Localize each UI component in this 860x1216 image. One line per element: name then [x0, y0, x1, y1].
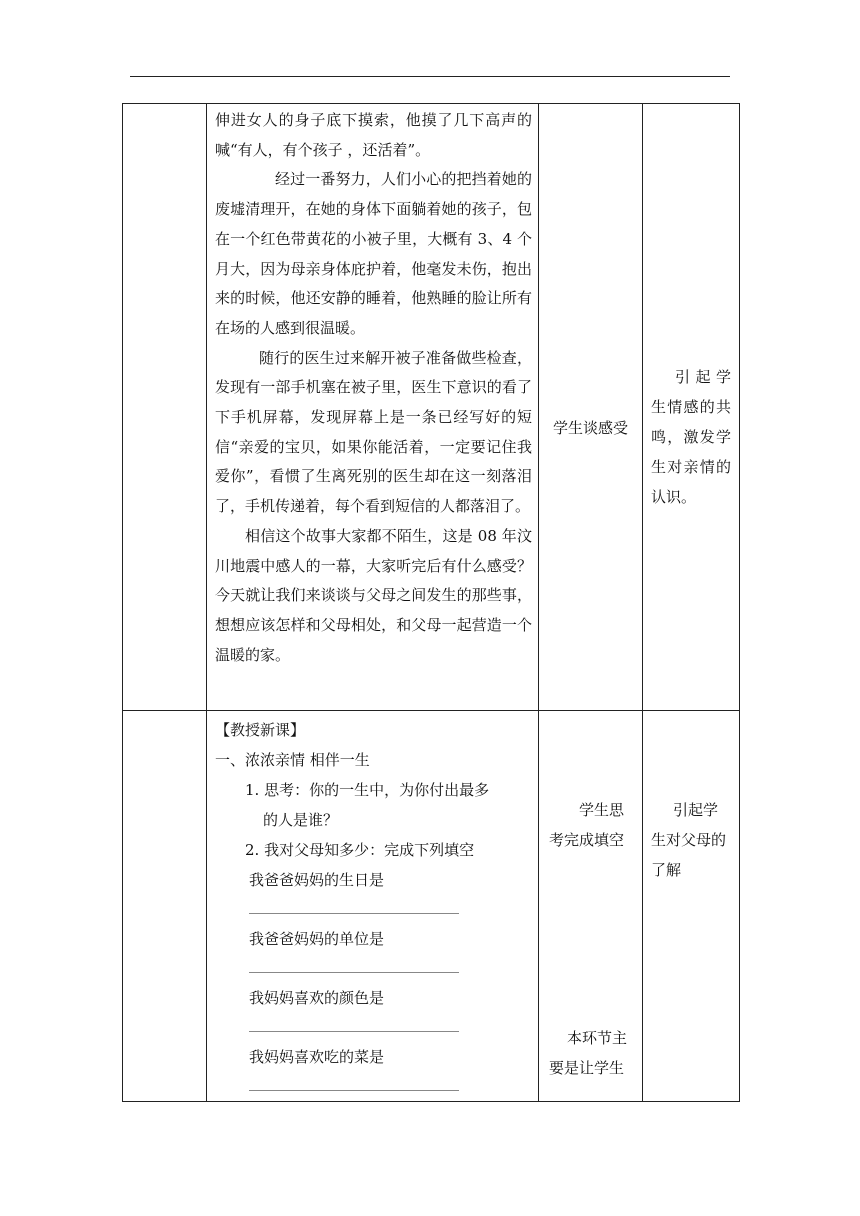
fill-blank-line[interactable] — [249, 913, 459, 914]
lesson-plan-table — [122, 103, 740, 1102]
fill-blank-line[interactable] — [249, 1090, 459, 1091]
student-activity-cell — [539, 711, 643, 1102]
design-intent-text: 引起学生对父母的了解 — [651, 801, 727, 879]
stage-cell — [123, 711, 207, 1102]
design-intent-cell — [643, 711, 740, 1102]
question-2: 2. 我对父母知多少：完成下列填空 — [245, 841, 475, 859]
student-activity-text: 本环节主要是让学生 — [549, 1029, 628, 1077]
fill-prompt: 我妈妈喜欢的颜色是 — [249, 989, 385, 1007]
subsection-title: 一、浓浓亲情 相伴一生 — [215, 751, 370, 769]
fill-blank-line[interactable] — [249, 972, 459, 973]
question-1-cont: 的人是谁？ — [263, 811, 339, 829]
story-paragraph: 相信这个故事大家都不陌生，这是 08 年汶川地震中感人的一幕，大家听完后有什么感受？今天就让我们来谈谈与父母之间发生的那些事，想想应该怎样和父母相处，和父母一起营造一个温暖的家。 — [215, 526, 532, 664]
student-activity-cell — [539, 104, 643, 711]
fill-prompt: 我爸爸妈妈的单位是 — [249, 930, 385, 948]
design-intent-cell — [643, 104, 740, 711]
table-row — [123, 104, 740, 711]
table-row — [123, 711, 740, 1102]
design-intent-text: 引起学生情感的共鸣，激发学生对亲情的认识。 — [651, 368, 731, 506]
story-paragraph: 随行的医生过来解开被子准备做些检查，发现有一部手机塞在被子里，医生下意识的看了下手机屏幕，发现屏幕上是一条已经写好的短信“亲爱的宝贝，如果你能活着，一定要记住我爱你”，看惯了生离死别的医生却在这一刻落泪了，手机传递着，每个看到短信的人都落泪了。 — [215, 348, 532, 516]
content-cell — [207, 104, 539, 711]
story-paragraph: 经过一番努力，人们小心的把挡着她的废墟清理开，在她的身体下面躺着她的孩子，包在一个红色带黄花的小被子里，大概有 3、4 个月大，因为母亲身体庇护着，他毫发未伤，抱出来的时候，他还安静的睡着，他熟睡的脸让所有在场的人感到很温暖。 — [215, 170, 532, 337]
fill-prompt: 我妈妈喜欢吃的菜是 — [249, 1048, 385, 1066]
story-paragraph: 伸进女人的身子底下摸索，他摸了几下高声的喊“有人，有个孩子 ，还活着”。 — [215, 111, 532, 159]
section-title: 【教授新课】 — [215, 721, 306, 739]
content-cell — [207, 711, 539, 1102]
student-activity-text: 学生思考完成填空 — [549, 801, 625, 849]
fill-prompt: 我爸爸妈妈的生日是 — [249, 871, 385, 889]
student-activity-text: 学生谈感受 — [552, 418, 628, 437]
question-1: 1. 思考：你的一生中，为你付出最多 — [245, 781, 490, 799]
header-rule — [130, 76, 730, 77]
stage-cell — [123, 104, 207, 711]
fill-blank-line[interactable] — [249, 1031, 459, 1032]
